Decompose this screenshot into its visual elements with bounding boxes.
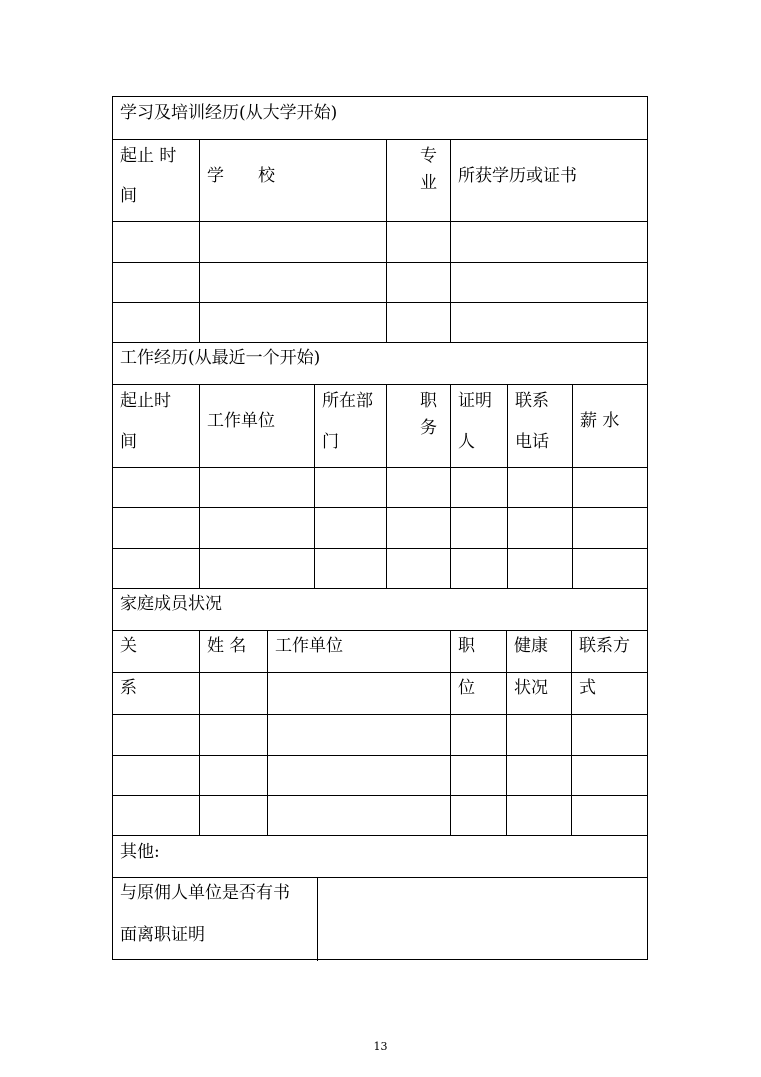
col-rule (317, 877, 318, 961)
work-reference-cell[interactable] (456, 477, 502, 499)
col-rule (199, 384, 200, 588)
rule-education-row-3 (113, 342, 647, 343)
other-label: 其他: (120, 842, 160, 862)
rule-family-row-1 (113, 755, 647, 756)
education-header-major-cont: 业 (420, 173, 437, 193)
education-header-school: 学 校 (207, 166, 275, 186)
work-position-cell[interactable] (392, 517, 446, 539)
family-header-position: 职 (458, 636, 475, 656)
work-header-phone-cont: 电话 (515, 432, 549, 452)
work-department-cell[interactable] (320, 477, 381, 499)
family-name-cell[interactable] (205, 724, 262, 746)
work-department-cell[interactable] (320, 557, 381, 579)
work-header-phone: 联系 (515, 391, 549, 411)
family-relation-cell[interactable] (119, 804, 195, 826)
col-rule (571, 630, 572, 835)
resignation-value-cell[interactable] (323, 887, 643, 951)
education-section-title: 学习及培训经历(从大学开始) (120, 103, 338, 123)
col-rule (386, 384, 387, 588)
education-school-cell[interactable] (205, 311, 381, 333)
family-header-health: 健康 (514, 636, 548, 656)
family-position-cell[interactable] (456, 764, 501, 786)
family-employer-cell[interactable] (273, 724, 445, 746)
education-degree-cell[interactable] (456, 271, 642, 293)
family-relation-cell[interactable] (119, 764, 195, 786)
work-header-reference: 证明 (458, 391, 492, 411)
work-employer-cell[interactable] (205, 557, 309, 579)
work-header-reference-cont: 人 (458, 432, 475, 452)
work-department-cell[interactable] (320, 517, 381, 539)
education-header-major: 专 (420, 146, 437, 166)
col-rule (314, 384, 315, 588)
work-header-department-cont: 门 (322, 432, 339, 452)
family-health-cell[interactable] (512, 724, 566, 746)
work-period-cell[interactable] (119, 477, 195, 499)
col-rule (450, 630, 451, 835)
work-salary-cell[interactable] (578, 477, 642, 499)
col-rule (450, 139, 451, 342)
col-rule (506, 630, 507, 835)
family-section-title: 家庭成员状况 (120, 594, 222, 614)
family-header-relation: 关 (120, 636, 137, 656)
family-health-cell[interactable] (512, 804, 566, 826)
work-phone-cell[interactable] (513, 517, 567, 539)
family-header-relation-cont: 系 (120, 678, 137, 698)
rule-other (113, 877, 647, 878)
col-rule (507, 384, 508, 588)
work-position-cell[interactable] (392, 557, 446, 579)
col-rule (267, 630, 268, 835)
rule-work-row-3 (113, 588, 647, 589)
education-period-cell[interactable] (119, 271, 195, 293)
rule-family-row-2 (113, 795, 647, 796)
work-header-salary: 薪 水 (580, 411, 620, 431)
education-major-cell[interactable] (392, 231, 446, 253)
work-salary-cell[interactable] (578, 517, 642, 539)
rule-family-header-2 (113, 714, 647, 715)
family-header-contact-cont: 式 (579, 678, 596, 698)
col-rule (572, 384, 573, 588)
family-header-name: 姓 名 (207, 636, 247, 656)
family-relation-cell[interactable] (119, 724, 195, 746)
col-rule (199, 139, 200, 342)
work-phone-cell[interactable] (513, 557, 567, 579)
family-health-cell[interactable] (512, 764, 566, 786)
work-header-department: 所在部 (322, 391, 373, 411)
family-employer-cell[interactable] (273, 804, 445, 826)
family-contact-cell[interactable] (577, 764, 642, 786)
work-header-position: 职 (420, 391, 437, 411)
col-rule (386, 139, 387, 342)
rule-work-row-1 (113, 507, 647, 508)
page-number: 13 (373, 1040, 388, 1053)
other-value-cell[interactable] (183, 844, 643, 866)
family-employer-cell[interactable] (273, 764, 445, 786)
rule-family-header-1 (113, 672, 647, 673)
rule-education-row-1 (113, 262, 647, 263)
work-section-title: 工作经历(从最近一个开始) (120, 348, 321, 368)
family-header-health-cont: 状况 (514, 678, 548, 698)
family-contact-cell[interactable] (577, 804, 642, 826)
family-position-cell[interactable] (456, 804, 501, 826)
education-period-cell[interactable] (119, 231, 195, 253)
education-degree-cell[interactable] (456, 231, 642, 253)
work-period-cell[interactable] (119, 557, 195, 579)
work-salary-cell[interactable] (578, 557, 642, 579)
education-major-cell[interactable] (392, 271, 446, 293)
rule-education-title (113, 139, 647, 140)
family-header-contact: 联系方 (579, 636, 630, 656)
family-header-position-cont: 位 (458, 678, 475, 698)
col-rule (199, 630, 200, 835)
work-reference-cell[interactable] (456, 557, 502, 579)
resignation-label-cont: 面离职证明 (120, 925, 205, 945)
education-degree-cell[interactable] (456, 311, 642, 333)
education-major-cell[interactable] (392, 311, 446, 333)
education-period-cell[interactable] (119, 311, 195, 333)
work-header-period-cont: 间 (120, 432, 137, 452)
rule-family-row-3 (113, 835, 647, 836)
rule-education-row-2 (113, 302, 647, 303)
family-name-cell[interactable] (205, 764, 262, 786)
family-contact-cell[interactable] (577, 724, 642, 746)
work-employer-cell[interactable] (205, 477, 309, 499)
work-header-employer: 工作单位 (207, 411, 275, 431)
work-header-position-cont: 务 (420, 418, 437, 438)
family-header-employer: 工作单位 (275, 636, 343, 656)
work-phone-cell[interactable] (513, 477, 567, 499)
work-employer-cell[interactable] (205, 517, 309, 539)
rule-work-title (113, 384, 647, 385)
rule-family-title (113, 630, 647, 631)
rule-education-header (113, 221, 647, 222)
education-header-degree: 所获学历或证书 (458, 166, 577, 186)
work-reference-cell[interactable] (456, 517, 502, 539)
rule-work-header (113, 467, 647, 468)
education-header-period-cont: 间 (120, 186, 137, 206)
education-school-cell[interactable] (205, 271, 381, 293)
work-period-cell[interactable] (119, 517, 195, 539)
col-rule (450, 384, 451, 588)
rule-work-row-2 (113, 548, 647, 549)
family-name-cell[interactable] (205, 804, 262, 826)
work-position-cell[interactable] (392, 477, 446, 499)
family-position-cell[interactable] (456, 724, 501, 746)
education-header-period: 起止 时 (120, 146, 177, 166)
resignation-label: 与原佣人单位是否有书 (120, 883, 290, 903)
application-form-table (112, 96, 648, 960)
work-header-period: 起止时 (120, 391, 171, 411)
education-school-cell[interactable] (205, 231, 381, 253)
